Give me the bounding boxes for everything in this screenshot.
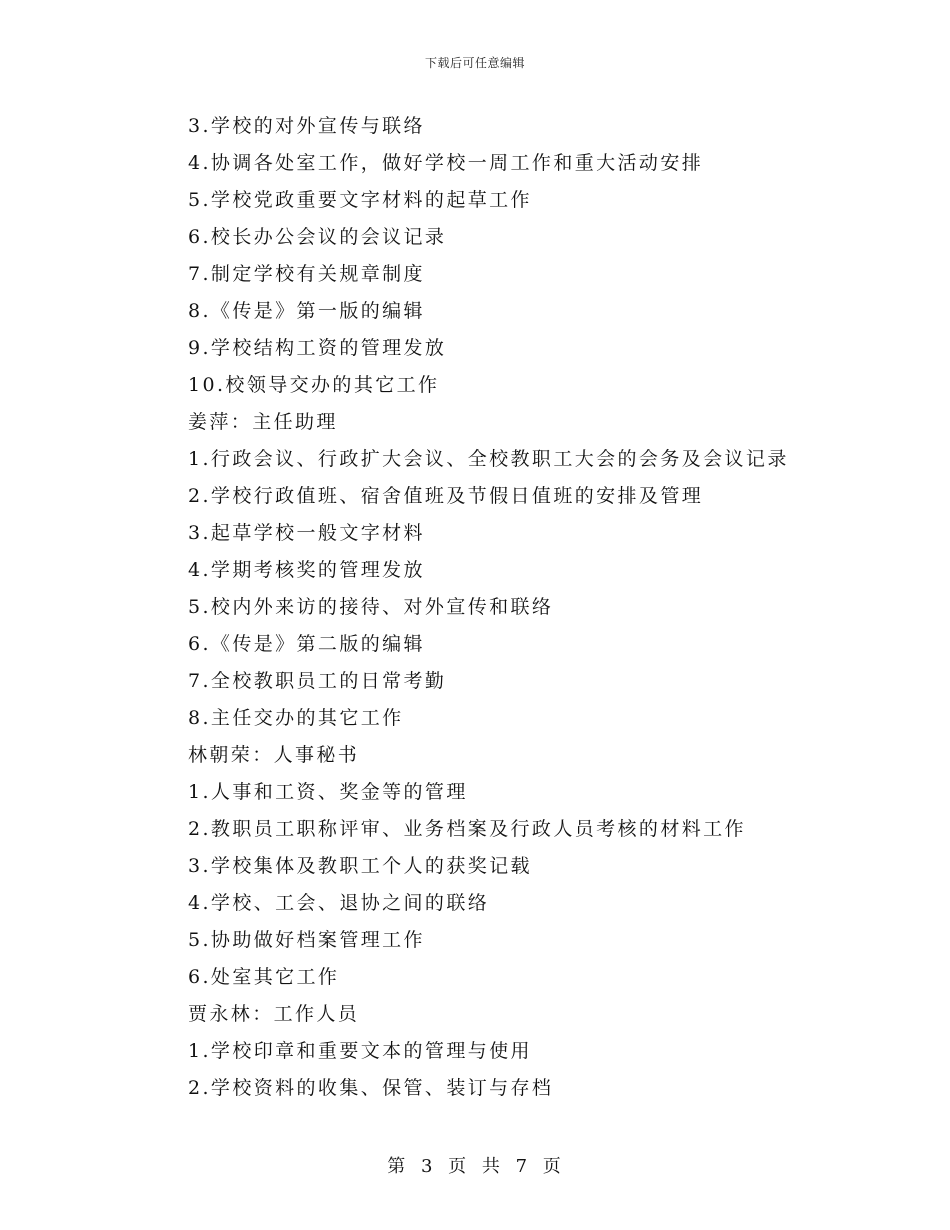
text-line: 1.行政会议、行政扩大会议、全校教职工大会的会务及会议记录	[188, 448, 789, 470]
header-note: 下载后可任意编辑	[424, 56, 525, 70]
text-line: 4.协调各处室工作，做好学校一周工作和重大活动安排	[188, 152, 704, 174]
text-line: 3.起草学校一般文字材料	[188, 522, 425, 544]
text-line: 7.全校教职员工的日常考勤	[188, 670, 447, 692]
text-line: 5.协助做好档案管理工作	[188, 929, 425, 951]
text-line: 10.校领导交办的其它工作	[188, 374, 440, 396]
document-body	[188, 108, 888, 1107]
section-heading: 贾永林：工作人员	[188, 1003, 360, 1025]
text-line: 8.主任交办的其它工作	[188, 707, 404, 729]
section-heading: 林朝荣：人事秘书	[188, 744, 360, 766]
text-line: 5.校内外来访的接待、对外宣传和联络	[188, 596, 554, 618]
text-line: 7.制定学校有关规章制度	[188, 263, 425, 285]
text-line: 6.《传是》第二版的编辑	[188, 633, 425, 655]
text-line: 2.学校行政值班、宿舍值班及节假日值班的安排及管理	[188, 485, 704, 507]
text-line: 1.学校印章和重要文本的管理与使用	[188, 1040, 532, 1062]
text-line: 1.人事和工资、奖金等的管理	[188, 781, 468, 803]
text-line: 6.处室其它工作	[188, 966, 340, 988]
text-line: 5.学校党政重要文字材料的起草工作	[188, 189, 532, 211]
text-line: 3.学校集体及教职工个人的获奖记载	[188, 855, 532, 877]
text-line: 4.学期考核奖的管理发放	[188, 559, 425, 581]
text-line: 8.《传是》第一版的编辑	[188, 300, 425, 322]
text-line: 2.学校资料的收集、保管、装订与存档	[188, 1077, 554, 1099]
text-line: 2.教职员工职称评审、业务档案及行政人员考核的材料工作	[188, 818, 746, 840]
text-line: 4.学校、工会、退协之间的联络	[188, 892, 490, 914]
text-line: 6.校长办公会议的会议记录	[188, 226, 447, 248]
page-footer: 第 3 页 共 7 页	[387, 1156, 563, 1177]
text-line: 3.学校的对外宣传与联络	[188, 115, 425, 137]
text-line: 9.学校结构工资的管理发放	[188, 337, 447, 359]
section-heading: 姜萍：主任助理	[188, 411, 338, 433]
